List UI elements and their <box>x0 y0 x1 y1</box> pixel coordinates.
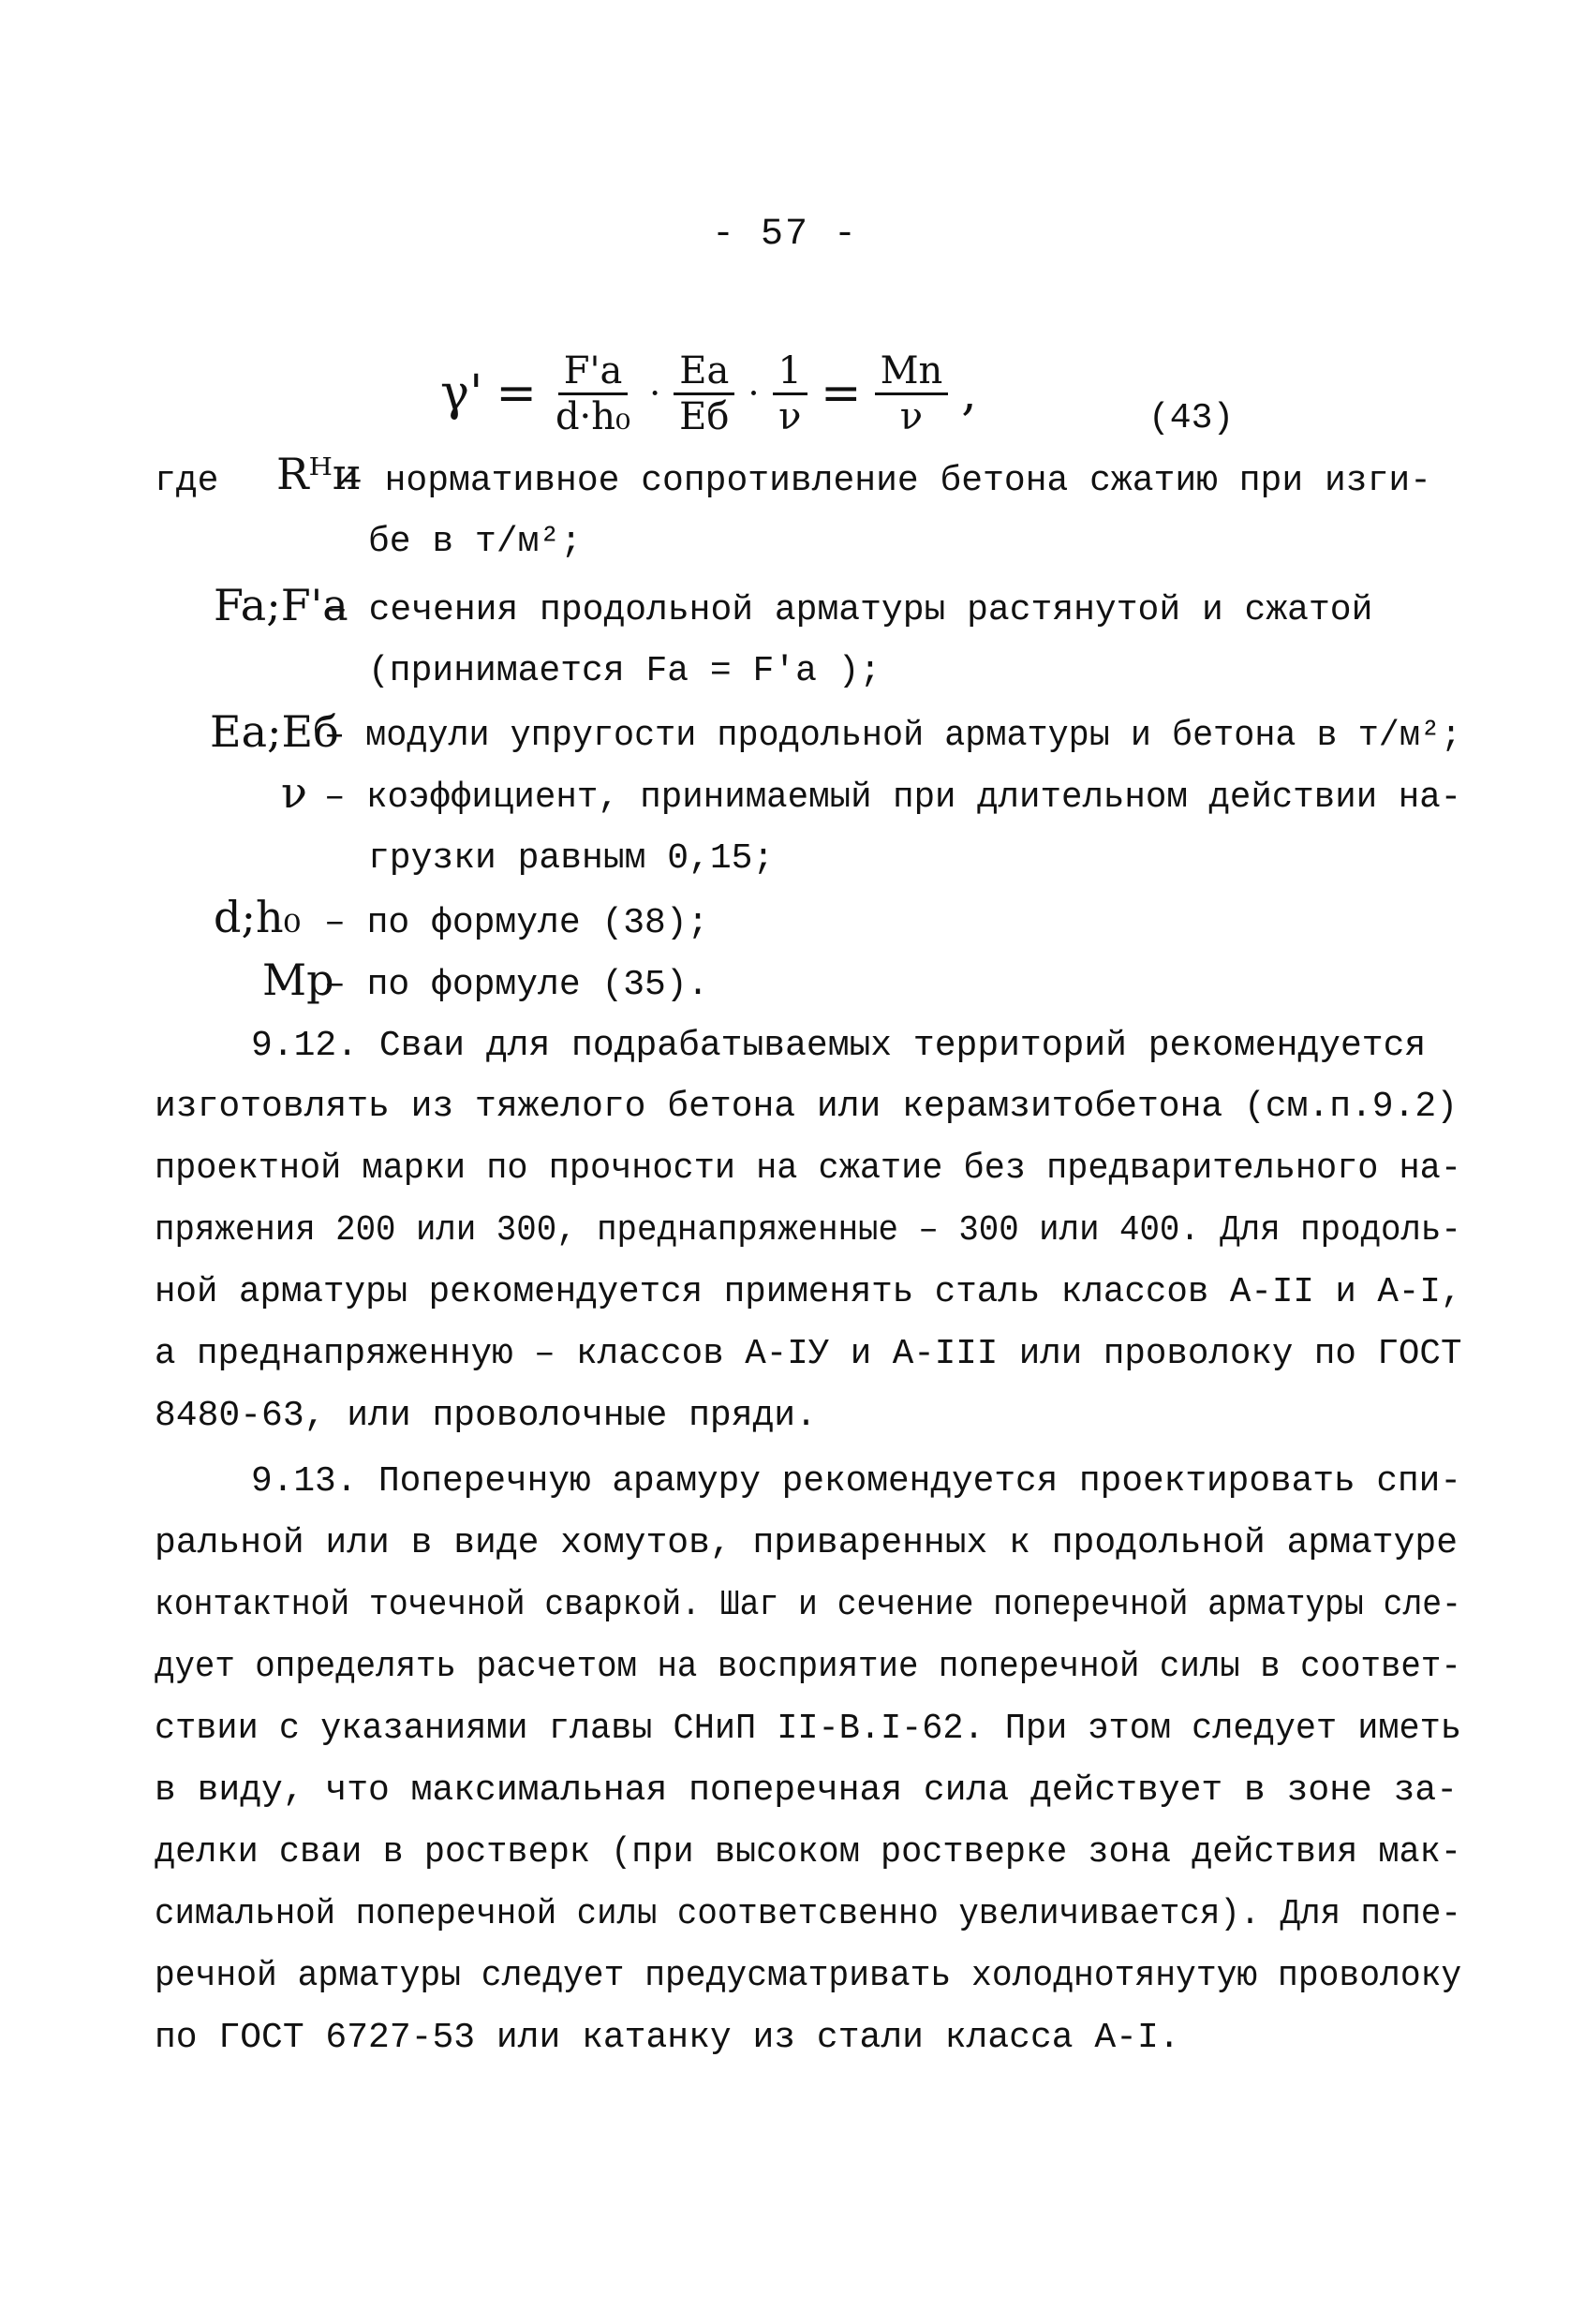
where-label: где <box>155 461 219 501</box>
paragraph-912-line: ной арматуры рекомендуется применять сталь классов А-II и А-I, <box>155 1272 1462 1312</box>
symbol-f: Fa;F'a <box>214 580 348 630</box>
symbol-d: d;h₀ <box>214 892 302 942</box>
formula-tail: , <box>961 365 977 422</box>
fraction-4-denominator: ν <box>899 394 924 438</box>
definition-v-line-1: – коэффициент, принимаемый при длительном действии на- <box>324 777 1462 818</box>
equation-number: (43) <box>1148 398 1235 438</box>
formula-fraction-3 <box>773 348 807 438</box>
paragraph-913-line: ствии с указаниями главы СНиП II-В.I-62. При этом следует иметь <box>155 1709 1461 1749</box>
definition-f-line-1: – сечения продольной арматуры растянутой и сжатой <box>326 590 1373 630</box>
paragraph-912-line: изготовлять из тяжелого бетона или керамзитобетона (см.п.9.2) <box>155 1087 1459 1127</box>
paragraph-913-line: дует определять расчетом на восприятие поперечной силы в соответ- <box>155 1647 1461 1687</box>
fraction-1-denominator: d·h₀ <box>555 394 631 438</box>
definition-r-line-1: – нормативное сопротивление бетона сжатию при изги- <box>342 461 1431 501</box>
definition-f-line-2: (принимается Fa = F'a ); <box>368 651 881 691</box>
paragraph-913-line: в виду, что максимальная поперечная сила действует в зоне за- <box>155 1770 1459 1811</box>
paragraph-913-line: 9.13. Поперечную арамуру рекомендуется проектировать спи- <box>251 1461 1462 1502</box>
paragraph-913-line: делки сваи в ростверк (при высоком ростверке зона действия мак- <box>155 1832 1461 1873</box>
formula-equals-2: = <box>821 365 862 422</box>
multiply-dot: · <box>748 373 760 414</box>
symbol-r: Rᴴи <box>276 449 362 499</box>
symbol-v: ν <box>281 767 307 818</box>
formula-lhs: γ' <box>440 365 483 422</box>
formula-equals: = <box>496 365 537 422</box>
paragraph-912-line: проектной марки по прочности на сжатие без предварительного на- <box>155 1148 1461 1189</box>
fraction-3-denominator: ν <box>778 394 802 438</box>
formula-fraction-2 <box>674 348 734 438</box>
page-number: - 57 - <box>711 214 859 256</box>
paragraph-912-line: 8480-63, или проволочные пряди. <box>155 1396 817 1436</box>
definition-m-line-1: – по формуле (35). <box>324 965 709 1005</box>
multiply-dot: · <box>649 373 661 414</box>
symbol-e: Ea;Eб <box>210 706 339 757</box>
definition-r-line-2: бе в т/м²; <box>368 522 583 562</box>
paragraph-913-line: симальной поперечной силы соответсвенно увеличивается). Для попе- <box>155 1894 1461 1934</box>
fraction-1-numerator: F'a <box>558 351 629 395</box>
fraction-2-numerator: Ea <box>674 351 734 395</box>
fraction-2-denominator: Eб <box>679 394 730 438</box>
definition-v-line-2: грузки равным 0,15; <box>368 838 775 879</box>
definition-d-line-1: – по формуле (38); <box>324 903 709 943</box>
paragraph-913-line: ральной или в виде хомутов, приваренных к продольной арматуре <box>155 1523 1459 1563</box>
fraction-4-numerator: Mn <box>875 351 949 395</box>
symbol-m: Mp <box>262 955 334 1005</box>
paragraph-912-line: а преднапряженную – классов А-IУ и А-III или проволоку по ГОСТ <box>155 1334 1462 1374</box>
formula-fraction-4 <box>875 348 949 438</box>
definition-e-line-1: – модули упругости продольной арматуры и бетона в т/м²; <box>324 716 1462 756</box>
paragraph-912-line: 9.12. Сваи для подрабатываемых территорий рекомендуется <box>251 1026 1427 1066</box>
formula-fraction-1 <box>550 348 636 438</box>
formula-43 <box>440 337 977 450</box>
paragraph-913-line: контактной точечной сваркой. Шаг и сечение поперечной арматуры сле- <box>155 1585 1461 1625</box>
paragraph-912-line: пряжения 200 или 300, преднапряженные – 300 или 400. Для продоль- <box>155 1210 1461 1251</box>
paragraph-913-line: речной арматуры следует предусматривать холоднотянутую проволоку <box>155 1956 1462 1996</box>
fraction-3-numerator: 1 <box>773 351 807 395</box>
paragraph-913-line: по ГОСТ 6727-53 или катанку из стали класса А-I. <box>155 2018 1180 2058</box>
